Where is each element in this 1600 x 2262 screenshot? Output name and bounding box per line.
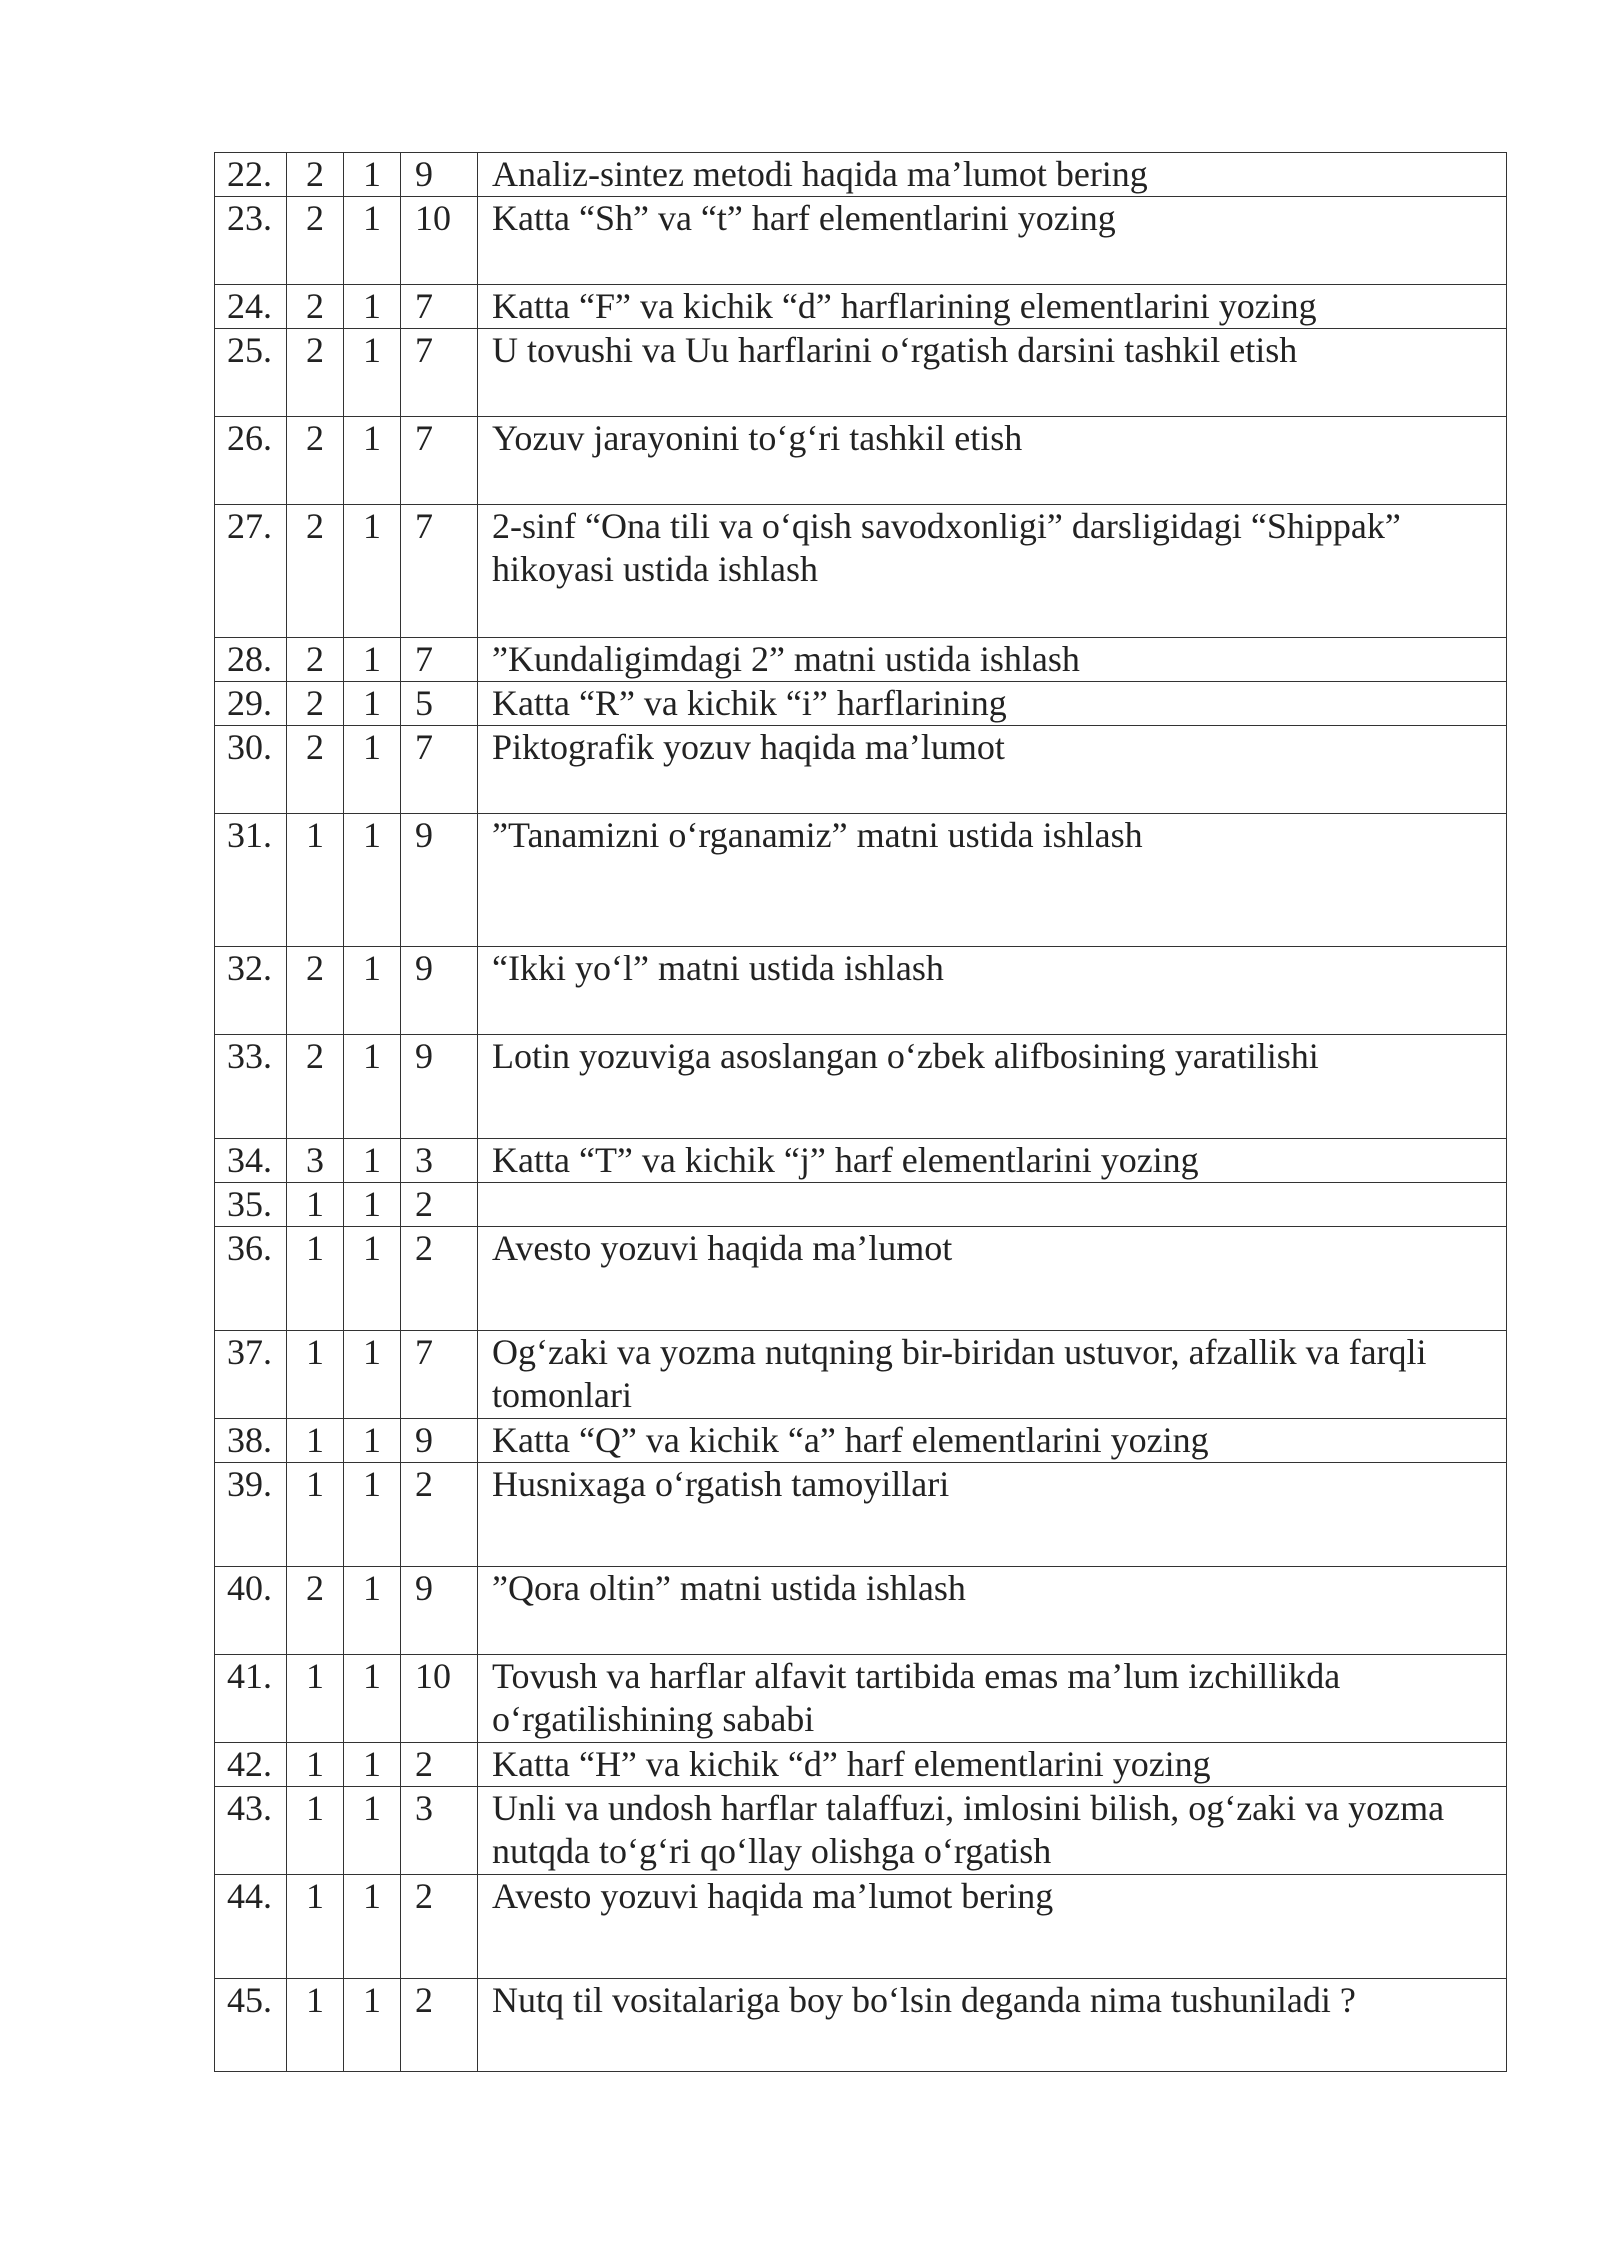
column-a-cell: 2 [287, 726, 344, 814]
row-number-cell: 30. [215, 726, 287, 814]
column-b-cell: 1 [344, 197, 401, 285]
column-a-cell: 1 [287, 814, 344, 947]
questions-table [214, 152, 1507, 2072]
question-text-cell: Katta “Sh” va “t” harf elementlarini yozing [478, 197, 1507, 285]
column-a-cell: 1 [287, 1183, 344, 1227]
question-text-cell: “Ikki yo‘l” matni ustida ishlash [478, 947, 1507, 1035]
column-b-cell: 1 [344, 814, 401, 947]
row-number-cell: 26. [215, 417, 287, 505]
column-c-cell: 7 [401, 726, 478, 814]
row-number-cell: 35. [215, 1183, 287, 1227]
row-number-cell: 34. [215, 1139, 287, 1183]
question-text-cell: ”Kundaligimdagi 2” matni ustida ishlash [478, 638, 1507, 682]
column-a-cell: 1 [287, 1743, 344, 1787]
row-number-cell: 23. [215, 197, 287, 285]
table-row [215, 1655, 1507, 1743]
column-a-cell: 1 [287, 1979, 344, 2072]
table-row [215, 197, 1507, 285]
row-number-cell: 44. [215, 1875, 287, 1979]
question-text-cell: Katta “H” va kichik “d” harf elementlarini yozing [478, 1743, 1507, 1787]
table-row [215, 1743, 1507, 1787]
table-row [215, 329, 1507, 417]
column-a-cell: 2 [287, 1567, 344, 1655]
column-b-cell: 1 [344, 1875, 401, 1979]
column-b-cell: 1 [344, 947, 401, 1035]
table-row [215, 505, 1507, 638]
column-a-cell: 1 [287, 1655, 344, 1743]
column-c-cell: 9 [401, 1567, 478, 1655]
column-c-cell: 2 [401, 1227, 478, 1331]
column-c-cell: 7 [401, 638, 478, 682]
column-a-cell: 2 [287, 505, 344, 638]
column-c-cell: 7 [401, 329, 478, 417]
question-text-cell: Lotin yozuviga asoslangan o‘zbek alifbosining yaratilishi [478, 1035, 1507, 1139]
row-number-cell: 24. [215, 285, 287, 329]
table-row [215, 1463, 1507, 1567]
column-a-cell: 2 [287, 682, 344, 726]
column-b-cell: 1 [344, 1463, 401, 1567]
column-a-cell: 2 [287, 1035, 344, 1139]
column-c-cell: 2 [401, 1743, 478, 1787]
column-c-cell: 2 [401, 1979, 478, 2072]
table-row [215, 1183, 1507, 1227]
row-number-cell: 31. [215, 814, 287, 947]
column-c-cell: 7 [401, 417, 478, 505]
column-c-cell: 9 [401, 947, 478, 1035]
table-row [215, 1331, 1507, 1419]
column-b-cell: 1 [344, 1979, 401, 2072]
column-c-cell: 9 [401, 1035, 478, 1139]
row-number-cell: 28. [215, 638, 287, 682]
question-text-cell: Avesto yozuvi haqida ma’lumot bering [478, 1875, 1507, 1979]
column-b-cell: 1 [344, 1419, 401, 1463]
questions-table-body [215, 153, 1507, 2072]
column-a-cell: 2 [287, 417, 344, 505]
table-row [215, 1139, 1507, 1183]
column-c-cell: 2 [401, 1463, 478, 1567]
column-a-cell: 1 [287, 1463, 344, 1567]
column-b-cell: 1 [344, 1035, 401, 1139]
row-number-cell: 27. [215, 505, 287, 638]
column-b-cell: 1 [344, 1787, 401, 1875]
column-b-cell: 1 [344, 1743, 401, 1787]
table-row [215, 285, 1507, 329]
column-c-cell: 7 [401, 285, 478, 329]
question-text-cell: Avesto yozuvi haqida ma’lumot [478, 1227, 1507, 1331]
question-text-cell: Husnixaga o‘rgatish tamoyillari [478, 1463, 1507, 1567]
column-a-cell: 2 [287, 947, 344, 1035]
table-row [215, 1787, 1507, 1875]
row-number-cell: 38. [215, 1419, 287, 1463]
column-b-cell: 1 [344, 505, 401, 638]
column-a-cell: 1 [287, 1227, 344, 1331]
column-c-cell: 10 [401, 1655, 478, 1743]
column-c-cell: 9 [401, 153, 478, 197]
column-c-cell: 7 [401, 505, 478, 638]
question-text-cell: Yozuv jarayonini to‘g‘ri tashkil etish [478, 417, 1507, 505]
column-c-cell: 3 [401, 1139, 478, 1183]
row-number-cell: 22. [215, 153, 287, 197]
column-b-cell: 1 [344, 1227, 401, 1331]
row-number-cell: 33. [215, 1035, 287, 1139]
column-b-cell: 1 [344, 1331, 401, 1419]
question-text-cell: ”Qora oltin” matni ustida ishlash [478, 1567, 1507, 1655]
question-text-cell: Katta “R” va kichik “i” harflarining [478, 682, 1507, 726]
column-a-cell: 2 [287, 638, 344, 682]
question-text-cell: 2-sinf “Ona tili va o‘qish savodxonligi” darsligidagi “Shippak” hikoyasi ustida ishlash [478, 505, 1507, 638]
question-text-cell: Og‘zaki va yozma nutqning bir-biridan ustuvor, afzallik va farqli tomonlari [478, 1331, 1507, 1419]
table-row [215, 1419, 1507, 1463]
column-c-cell: 9 [401, 1419, 478, 1463]
row-number-cell: 32. [215, 947, 287, 1035]
row-number-cell: 43. [215, 1787, 287, 1875]
column-a-cell: 2 [287, 197, 344, 285]
row-number-cell: 29. [215, 682, 287, 726]
question-text-cell: U tovushi va Uu harflarini o‘rgatish darsini tashkil etish [478, 329, 1507, 417]
column-b-cell: 1 [344, 682, 401, 726]
row-number-cell: 41. [215, 1655, 287, 1743]
question-text-cell: Analiz-sintez metodi haqida ma’lumot bering [478, 153, 1507, 197]
table-row [215, 1567, 1507, 1655]
column-b-cell: 1 [344, 329, 401, 417]
question-text-cell: Katta “T” va kichik “j” harf elementlarini yozing [478, 1139, 1507, 1183]
table-row [215, 726, 1507, 814]
column-b-cell: 1 [344, 1567, 401, 1655]
row-number-cell: 39. [215, 1463, 287, 1567]
table-row [215, 1227, 1507, 1331]
table-row [215, 153, 1507, 197]
column-b-cell: 1 [344, 1655, 401, 1743]
column-a-cell: 2 [287, 153, 344, 197]
column-b-cell: 1 [344, 638, 401, 682]
question-text-cell: Tovush va harflar alfavit tartibida emas ma’lum izchillikda o‘rgatilishining sababi [478, 1655, 1507, 1743]
column-a-cell: 1 [287, 1875, 344, 1979]
row-number-cell: 37. [215, 1331, 287, 1419]
column-a-cell: 3 [287, 1139, 344, 1183]
column-b-cell: 1 [344, 726, 401, 814]
question-text-cell [478, 1183, 1507, 1227]
column-a-cell: 1 [287, 1331, 344, 1419]
table-row [215, 947, 1507, 1035]
column-a-cell: 1 [287, 1419, 344, 1463]
question-text-cell: ”Tanamizni o‘rganamiz” matni ustida ishlash [478, 814, 1507, 947]
table-row [215, 814, 1507, 947]
column-b-cell: 1 [344, 1139, 401, 1183]
column-c-cell: 5 [401, 682, 478, 726]
question-text-cell: Piktografik yozuv haqida ma’lumot [478, 726, 1507, 814]
row-number-cell: 36. [215, 1227, 287, 1331]
column-a-cell: 2 [287, 329, 344, 417]
column-c-cell: 10 [401, 197, 478, 285]
column-b-cell: 1 [344, 417, 401, 505]
column-a-cell: 1 [287, 1787, 344, 1875]
row-number-cell: 40. [215, 1567, 287, 1655]
table-row [215, 638, 1507, 682]
column-b-cell: 1 [344, 285, 401, 329]
column-a-cell: 2 [287, 285, 344, 329]
table-row [215, 1875, 1507, 1979]
column-b-cell: 1 [344, 153, 401, 197]
question-text-cell: Katta “F” va kichik “d” harflarining elementlarini yozing [478, 285, 1507, 329]
column-c-cell: 3 [401, 1787, 478, 1875]
row-number-cell: 42. [215, 1743, 287, 1787]
question-text-cell: Unli va undosh harflar talaffuzi, imlosini bilish, og‘zaki va yozma nutqda to‘g‘ri qo‘llay olishga o‘rgatish [478, 1787, 1507, 1875]
table-row [215, 682, 1507, 726]
row-number-cell: 25. [215, 329, 287, 417]
column-b-cell: 1 [344, 1183, 401, 1227]
table-row [215, 1979, 1507, 2072]
column-c-cell: 7 [401, 1331, 478, 1419]
table-row [215, 417, 1507, 505]
table-row [215, 1035, 1507, 1139]
question-text-cell: Nutq til vositalariga boy bo‘lsin deganda nima tushuniladi ? [478, 1979, 1507, 2072]
question-text-cell: Katta “Q” va kichik “a” harf elementlarini yozing [478, 1419, 1507, 1463]
column-c-cell: 2 [401, 1875, 478, 1979]
row-number-cell: 45. [215, 1979, 287, 2072]
column-c-cell: 2 [401, 1183, 478, 1227]
column-c-cell: 9 [401, 814, 478, 947]
